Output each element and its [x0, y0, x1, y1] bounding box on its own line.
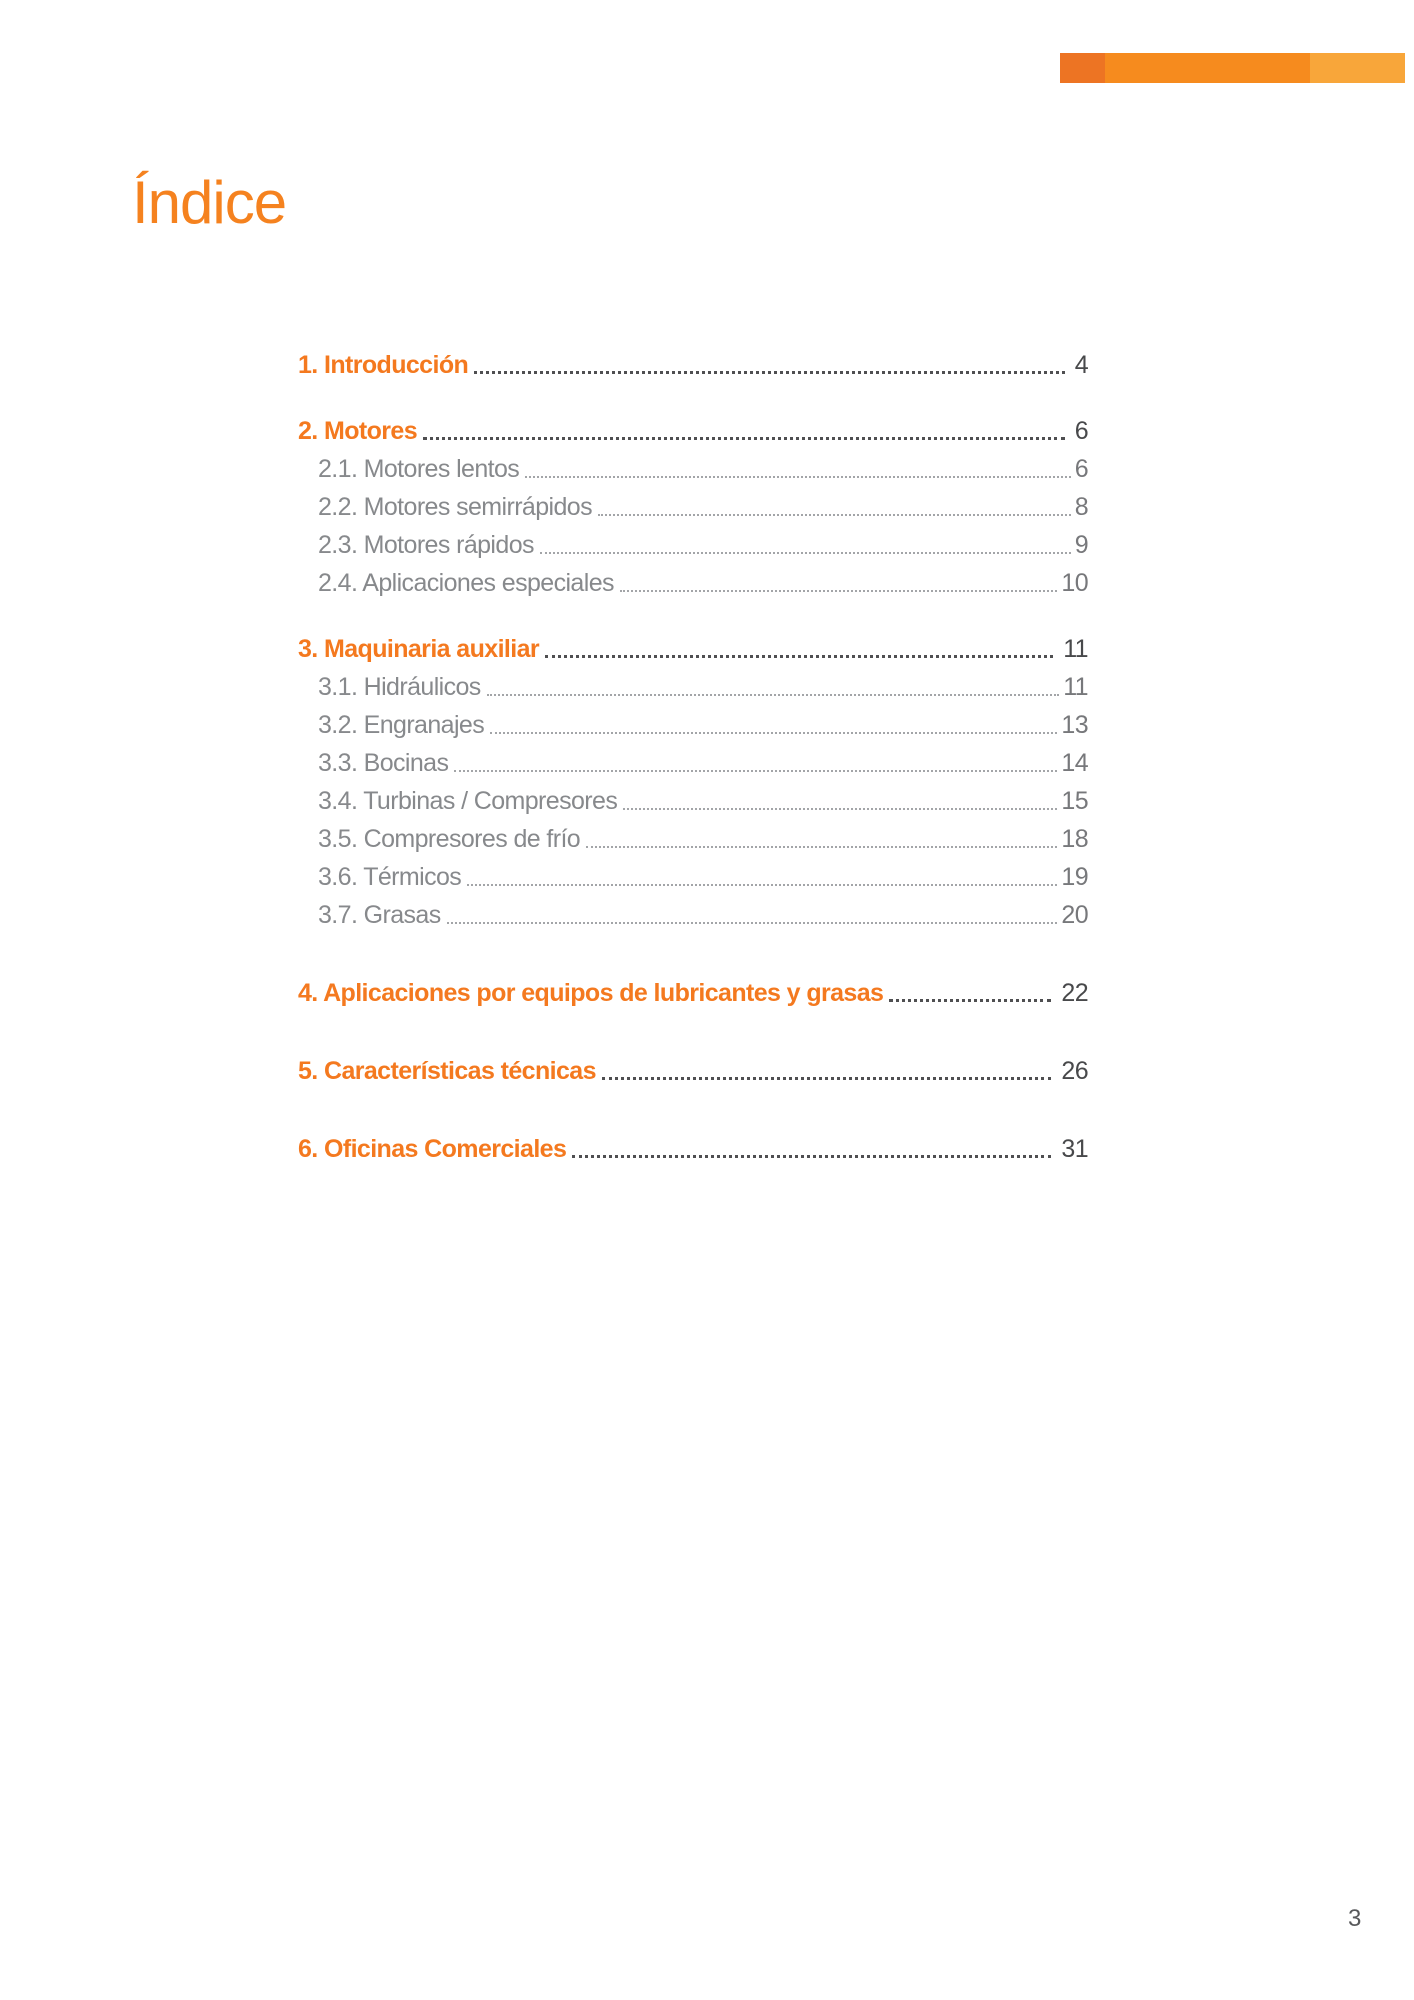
toc-entry-label: 3.1. Hidráulicos — [318, 673, 481, 701]
toc-entry-main — [298, 634, 1088, 664]
toc-entry-main — [298, 350, 1088, 380]
toc-leader-dots — [423, 437, 1065, 440]
toc-entry-main — [298, 1056, 1088, 1086]
toc-leader-dots — [572, 1155, 1051, 1158]
toc-leader-dots — [602, 1077, 1052, 1080]
toc-leader-dots — [620, 590, 1057, 592]
toc-entry-label: 3.3. Bocinas — [318, 749, 449, 777]
toc-entry-label: 3.4. Turbinas / Compresores — [318, 787, 618, 815]
toc-entry-sub — [298, 492, 1088, 522]
toc-leader-dots — [490, 732, 1057, 734]
accent-bar-segment-3 — [1310, 53, 1405, 83]
toc-entry-label: 2. Motores — [298, 417, 418, 445]
toc-entry-page: 9 — [1074, 531, 1088, 559]
toc-entry-label: 2.4. Aplicaciones especiales — [318, 569, 614, 597]
toc-entry-page: 8 — [1074, 493, 1088, 521]
toc-entry-page: 14 — [1061, 749, 1088, 777]
toc-entry-sub — [298, 454, 1088, 484]
toc-entry-main — [298, 1134, 1088, 1164]
toc-leader-dots — [447, 922, 1058, 924]
toc-entry-page: 22 — [1061, 979, 1088, 1007]
toc-entry-sub — [298, 748, 1088, 778]
toc-leader-dots — [586, 846, 1057, 848]
toc-entry-page: 6 — [1074, 455, 1088, 483]
toc-leader-dots — [540, 552, 1071, 554]
accent-bar-segment-1 — [1060, 53, 1105, 83]
toc-entry-label: 2.2. Motores semirrápidos — [318, 493, 593, 521]
toc-entry-main — [298, 978, 1088, 1008]
toc-entry-label: 1. Introducción — [298, 351, 469, 379]
accent-bar-segment-2 — [1105, 53, 1310, 83]
toc-entry-main — [298, 416, 1088, 446]
toc-leader-dots — [487, 694, 1060, 696]
toc-leader-dots — [889, 999, 1051, 1002]
toc-entry-sub — [298, 672, 1088, 702]
toc-entry-label: 3.6. Térmicos — [318, 863, 462, 891]
toc-leader-dots — [454, 770, 1057, 772]
toc-entry-page: 6 — [1074, 417, 1088, 445]
toc-leader-dots — [598, 514, 1071, 516]
toc-leader-dots — [467, 884, 1057, 886]
toc-entry-label: 3.7. Grasas — [318, 901, 441, 929]
toc-entry-label: 3.5. Compresores de frío — [318, 825, 581, 853]
toc-entry-sub — [298, 568, 1088, 598]
toc-list — [298, 350, 1088, 1164]
toc-entry-page: 31 — [1061, 1135, 1088, 1163]
toc-entry-sub — [298, 900, 1088, 930]
toc-entry-page: 20 — [1061, 901, 1088, 929]
toc-entry-page: 10 — [1061, 569, 1088, 597]
toc-entry-sub — [298, 824, 1088, 854]
toc-entry-page: 11 — [1063, 673, 1088, 701]
toc-entry-sub — [298, 530, 1088, 560]
toc-entry-label: 6. Oficinas Comerciales — [298, 1135, 567, 1163]
toc-entry-page: 4 — [1074, 351, 1088, 379]
toc-leader-dots — [623, 808, 1057, 810]
page-number: 3 — [1348, 1905, 1362, 1932]
toc-leader-dots — [525, 476, 1070, 478]
toc-entry-sub — [298, 862, 1088, 892]
accent-bar — [1060, 53, 1405, 83]
toc-entry-page: 11 — [1063, 635, 1088, 663]
toc-entry-label: 5. Características técnicas — [298, 1057, 596, 1085]
page-title: Índice — [132, 169, 287, 236]
toc-entry-label: 3. Maquinaria auxiliar — [298, 635, 540, 663]
toc-entry-label: 4. Aplicaciones por equipos de lubricantes y grasas — [298, 979, 884, 1007]
toc-entry-page: 13 — [1061, 711, 1088, 739]
toc-entry-label: 2.3. Motores rápidos — [318, 531, 534, 559]
toc-leader-dots — [545, 655, 1053, 658]
toc-entry-sub — [298, 786, 1088, 816]
toc-entry-page: 15 — [1061, 787, 1088, 815]
toc-entry-page: 26 — [1061, 1057, 1088, 1085]
toc-entry-sub — [298, 710, 1088, 740]
toc-entry-label: 2.1. Motores lentos — [318, 455, 520, 483]
toc-leader-dots — [474, 371, 1065, 374]
toc-entry-page: 19 — [1061, 863, 1088, 891]
toc-entry-page: 18 — [1061, 825, 1088, 853]
toc-entry-label: 3.2. Engranajes — [318, 711, 485, 739]
